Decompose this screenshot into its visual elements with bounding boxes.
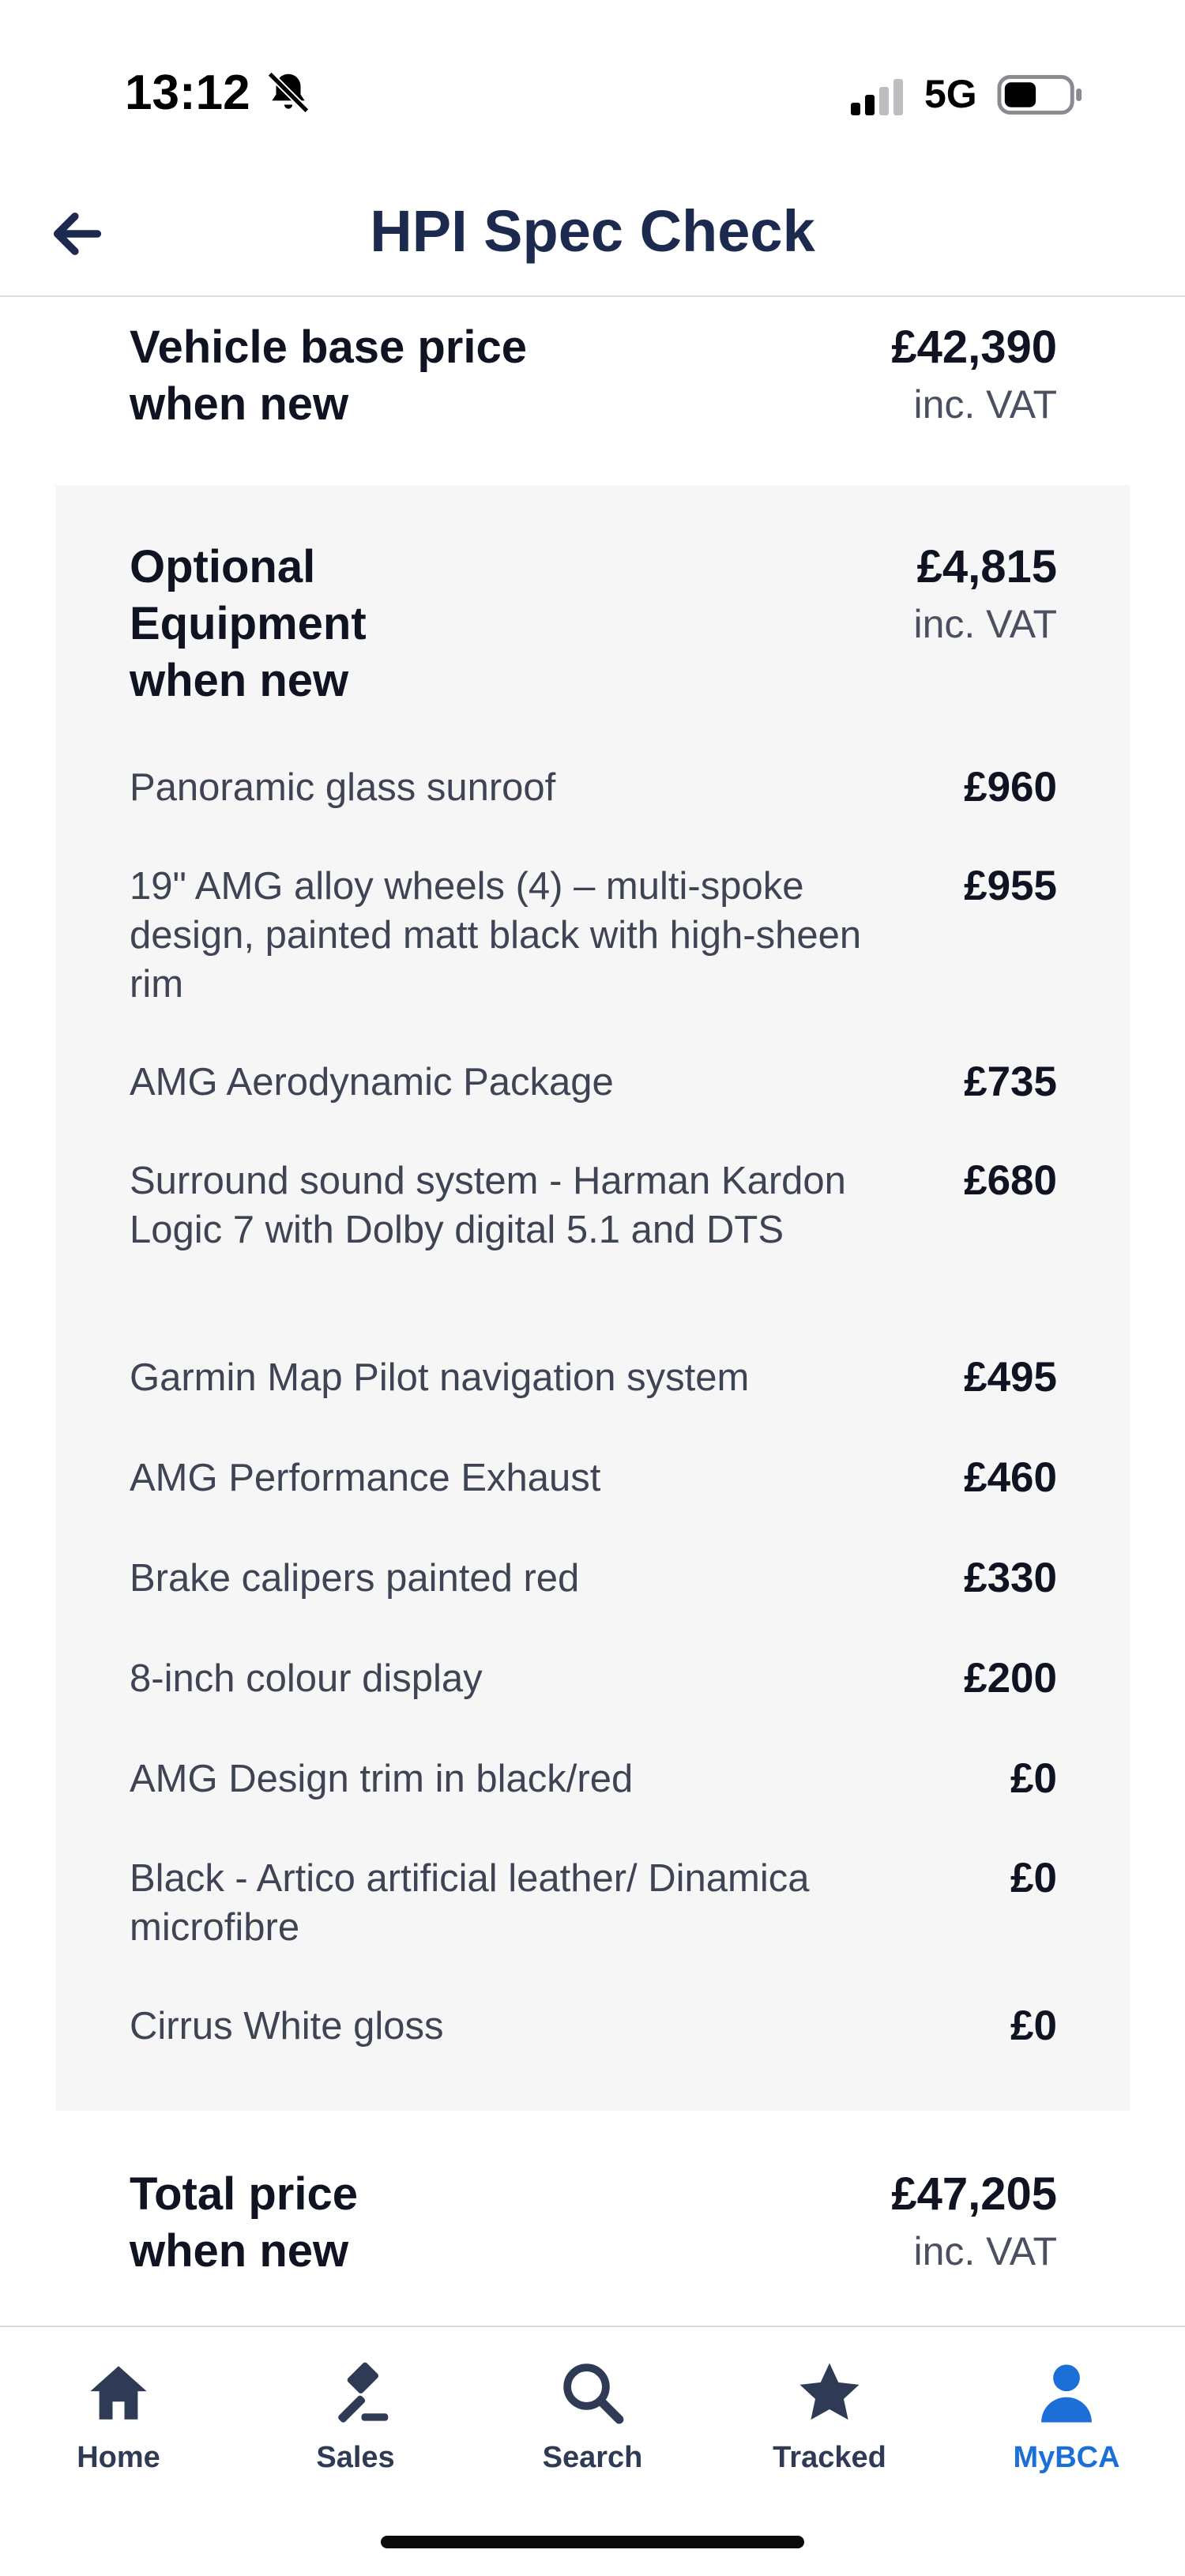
item-price: £460 xyxy=(964,1454,1057,1501)
item-name: Garmin Map Pilot navigation system xyxy=(130,1356,750,1399)
star-icon xyxy=(794,2357,865,2428)
list-item xyxy=(130,1156,1057,1254)
item-price: £735 xyxy=(964,1059,1057,1105)
signal-icon xyxy=(849,77,906,115)
optional-label-line1: Optional xyxy=(130,541,316,592)
header-bar xyxy=(0,182,1185,297)
base-price-value: £42,390 xyxy=(891,322,1057,373)
item-name: Black - Artico artificial leather/ Dinamica microfibre xyxy=(130,1857,810,1949)
item-price: £680 xyxy=(964,1157,1057,1204)
nav-sales[interactable] xyxy=(237,2357,474,2475)
optional-label-line2: Equipment xyxy=(130,598,367,649)
home-icon xyxy=(83,2357,154,2428)
nav-search[interactable] xyxy=(474,2357,711,2475)
item-name: AMG Performance Exhaust xyxy=(130,1457,601,1499)
list-item xyxy=(130,2002,1057,2051)
nav-search-label: Search xyxy=(542,2441,643,2474)
item-name: Brake calipers painted red xyxy=(130,1557,580,1600)
nav-home-label: Home xyxy=(77,2441,160,2474)
nav-mybca[interactable] xyxy=(948,2357,1185,2475)
item-price: £0 xyxy=(1010,1755,1057,1802)
nav-tracked-label: Tracked xyxy=(773,2441,886,2474)
total-label-line2: when new xyxy=(130,2225,349,2277)
item-price: £955 xyxy=(964,863,1057,909)
bell-muted-icon xyxy=(264,68,313,117)
nav-tracked[interactable] xyxy=(711,2357,948,2475)
nav-home[interactable] xyxy=(0,2357,237,2475)
optional-label-line3: when new xyxy=(130,655,349,706)
base-price-label-line1: Vehicle base price xyxy=(130,322,527,373)
total-price-row xyxy=(130,2166,1057,2280)
battery-icon xyxy=(997,74,1084,115)
total-label-line1: Total price xyxy=(130,2168,358,2220)
optional-price-value: £4,815 xyxy=(916,541,1057,592)
item-name: Surround sound system - Harman Kardon Logic 7 with Dolby digital 5.1 and DTS xyxy=(130,1160,846,1251)
status-bar xyxy=(0,0,1185,182)
list-item xyxy=(130,1353,1057,1402)
item-name: 8-inch colour display xyxy=(130,1657,483,1700)
list-item xyxy=(130,1554,1057,1603)
item-price: £495 xyxy=(964,1354,1057,1401)
item-price: £330 xyxy=(964,1555,1057,1601)
page-title: HPI Spec Check xyxy=(370,198,815,264)
list-item xyxy=(130,862,1057,1009)
gavel-icon xyxy=(320,2357,391,2428)
nav-mybca-label: MyBCA xyxy=(1013,2441,1120,2474)
total-price-value: £47,205 xyxy=(891,2168,1057,2220)
home-indicator[interactable] xyxy=(381,2536,804,2548)
base-price-row xyxy=(130,319,1057,433)
item-name: Cirrus White gloss xyxy=(130,2005,444,2048)
total-price-vat: inc. VAT xyxy=(913,2229,1057,2273)
item-price: £200 xyxy=(964,1655,1057,1702)
item-price: £960 xyxy=(964,764,1057,810)
base-price-vat: inc. VAT xyxy=(913,382,1057,427)
item-name: AMG Design trim in black/red xyxy=(130,1758,634,1800)
search-icon xyxy=(557,2357,628,2428)
item-price: £0 xyxy=(1010,1855,1057,1901)
item-name: 19" AMG alloy wheels (4) – multi-spoke design, painted matt black with high-sheen rim xyxy=(130,865,862,1006)
list-item xyxy=(130,1654,1057,1703)
item-name: Panoramic glass sunroof xyxy=(130,766,556,809)
person-icon xyxy=(1031,2357,1102,2428)
optional-price-vat: inc. VAT xyxy=(913,602,1057,646)
nav-sales-label: Sales xyxy=(316,2441,395,2474)
status-time: 13:12 xyxy=(125,66,250,120)
network-type: 5G xyxy=(924,72,977,116)
optional-total-row xyxy=(130,539,1057,709)
list-item xyxy=(130,1058,1057,1107)
list-item xyxy=(130,1754,1057,1803)
list-item xyxy=(130,763,1057,812)
item-price: £0 xyxy=(1010,2003,1057,2049)
item-name: AMG Aerodynamic Package xyxy=(130,1061,614,1104)
list-item xyxy=(130,1453,1057,1502)
base-price-label-line2: when new xyxy=(130,378,349,430)
list-item xyxy=(130,1854,1057,1952)
